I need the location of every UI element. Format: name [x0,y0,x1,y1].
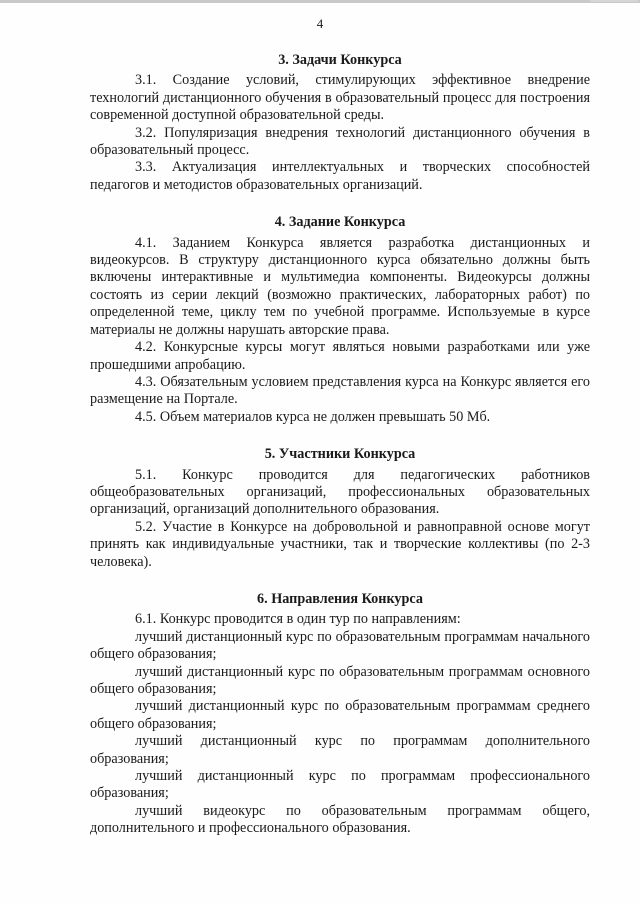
list-item: лучший дистанционный курс по образовательным программам начального общего образования; [90,628,590,663]
section-tasks [90,52,590,194]
scan-edge [0,0,640,3]
list-item: лучший видеокурс по образовательным программам общего, дополнительного и профессионального образования. [90,802,590,837]
paragraph: 5.2. Участие в Конкурсе на добровольной и равноправной основе могут принять как индивидуальные участники, так и творческие коллективы (по 2-3 человека). [90,518,590,570]
section-heading: 5. Участники Конкурса [264,446,416,463]
section-gap [90,571,590,591]
page-number: 4 [316,16,324,31]
list-item: лучший дистанционный курс по образовательным программам основного общего образования; [90,663,590,697]
paragraph: 5.1. Конкурс проводится для педагогических работников общеобразовательных организаций, профессиональных образовательных организаций, организаций дополнительного образования. [90,466,590,518]
section-gap [90,426,590,446]
list-item: лучший дистанционный курс по программам дополнительного образования; [90,733,590,767]
document-body [90,52,590,838]
paragraph: 4.3. Обязательным условием представления курса на Конкурс является его размещение на Портале. [90,373,590,408]
paragraph: 3.2. Популяризация внедрения технологий дистанционного обучения в образовательный процесс. [90,124,590,159]
list-item: лучший дистанционный курс по программам профессионального образования; [90,768,590,802]
section-heading: 4. Задание Конкурса [274,214,406,231]
section-participants [90,446,590,571]
paragraph: 4.1. Заданием Конкурса является разработка дистанционных и видеокурсов. В структуру дистанционного курса обязательно должны быть включены интерактивные и мультимедиа компоненты. Видеокурсы должны состоять из серии лекций (возможно практических, лабораторных работ) по определенной теме, циклу тем по учебной программе. Используемые в курсе материалы не должны нарушать авторские права. [90,234,590,338]
scan-corner-mark [590,0,638,2]
section-heading: 6. Направления Конкурса [257,590,423,607]
section-directions [90,591,590,838]
paragraph: 3.1. Создание условий, стимулирующих эффективное внедрение технологий дистанционного обучения в образовательный процесс для построения современной доступной образовательной среды. [90,72,590,124]
section-assignment [90,214,590,426]
paragraph: 3.3. Актуализация интеллектуальных и творческих способностей педагогов и методистов образовательных организаций. [90,159,590,193]
section-gap [90,194,590,214]
list-item: лучший дистанционный курс по образовательным программам среднего общего образования; [90,698,590,732]
paragraph: 6.1. Конкурс проводится в один тур по направлениям: [135,611,461,628]
paragraph: 4.5. Объем материалов курса не должен превышать 50 Мб. [135,408,491,425]
paragraph: 4.2. Конкурсные курсы могут являться новыми разработками или уже прошедшими апробацию. [90,339,590,373]
section-heading: 3. Задачи Конкурса [278,52,402,68]
